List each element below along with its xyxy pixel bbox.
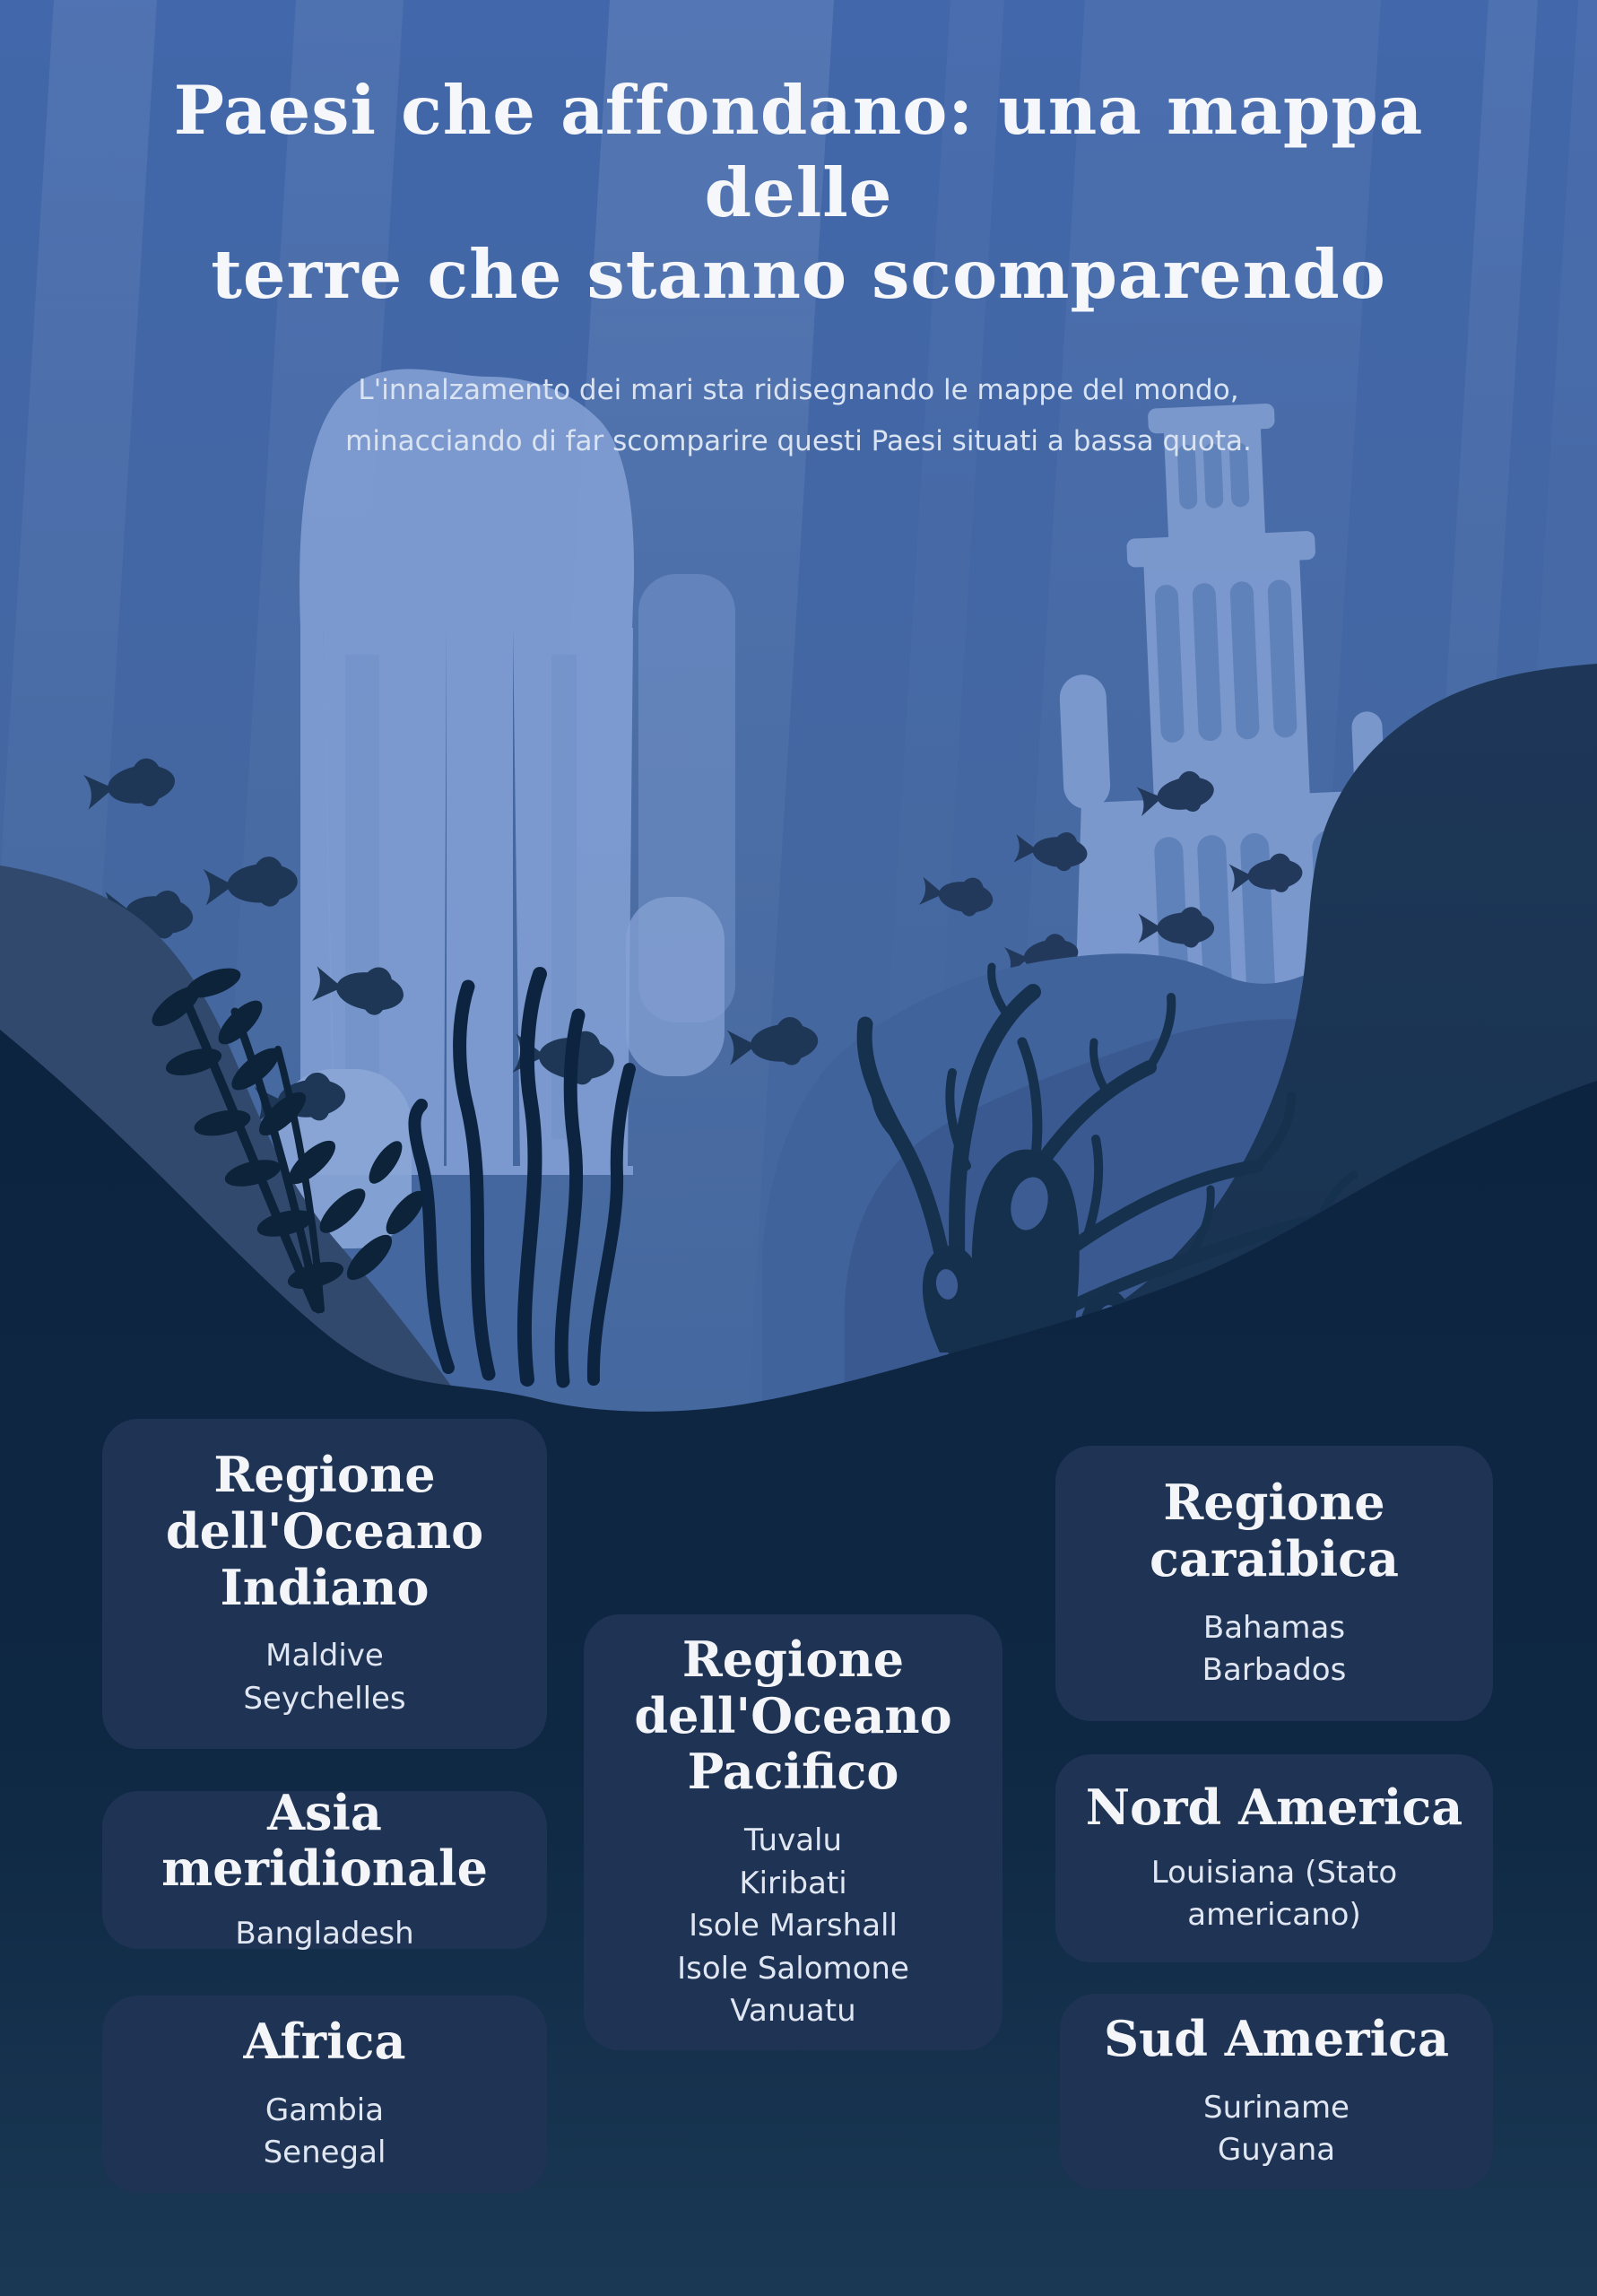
region-card-caribbean — [1055, 1446, 1493, 1721]
region-title: Africa — [243, 2013, 406, 2071]
country-item: Louisiana (Stato americano) — [1150, 1854, 1398, 1934]
country-item: Bangladesh — [235, 1915, 414, 1952]
page-title-line2: terre che stanno scomparendo — [211, 235, 1386, 314]
country-list — [118, 1635, 531, 1720]
region-title: Asia meridionale — [161, 1783, 488, 1898]
country-list — [118, 2090, 531, 2175]
region-title: Regione caraibica — [1150, 1474, 1399, 1587]
page-title-line1: Paesi che affondano: una mappa delle — [173, 71, 1424, 232]
region-title: Regione dell'Oceano Indiano — [165, 1446, 484, 1616]
region-card-north-america — [1055, 1754, 1493, 1962]
region-card-south-america — [1060, 1994, 1493, 2189]
country-item: Vanuatu — [730, 1993, 856, 2030]
country-item: Gambia — [265, 2092, 385, 2128]
page-subtitle-line1: L'innalzamento dei mari sta ridisegnando le mappe del mondo, — [358, 373, 1239, 406]
country-item: Isole Salomone — [677, 1950, 909, 1987]
country-list — [600, 1820, 986, 2033]
region-title: Nord America — [1085, 1779, 1463, 1837]
country-item: Isole Marshall — [689, 1908, 898, 1944]
page-title — [100, 0, 1498, 317]
region-title: Sud America — [1103, 2010, 1450, 2068]
country-list — [1076, 2087, 1477, 2172]
country-item: Senegal — [263, 2135, 386, 2171]
country-item: Bahamas — [1202, 1609, 1346, 1646]
header — [0, 0, 1597, 468]
country-item: Guyana — [1217, 2132, 1336, 2169]
region-card-pacific — [584, 1614, 1002, 2050]
country-item: Tuvalu — [743, 1822, 843, 1858]
country-item: Suriname — [1203, 2089, 1350, 2126]
page-subtitle — [216, 365, 1382, 469]
region-card-south-asia — [102, 1783, 547, 1952]
country-item: Barbados — [1202, 1652, 1347, 1689]
region-card-africa — [102, 1996, 547, 2193]
country-list — [1072, 1607, 1477, 1692]
country-item: Seychelles — [243, 1680, 406, 1717]
region-card-indian-ocean — [102, 1419, 547, 1749]
page-subtitle-line2: minacciando di far scomparire questi Paesi situati a bassa quota. — [345, 425, 1252, 458]
country-item: Maldive — [265, 1638, 384, 1674]
region-title: Regione dell'Oceano Pacifico — [634, 1631, 952, 1801]
country-list — [118, 1913, 531, 1956]
country-item: Kiribati — [739, 1865, 847, 1901]
country-list — [1072, 1852, 1477, 1937]
